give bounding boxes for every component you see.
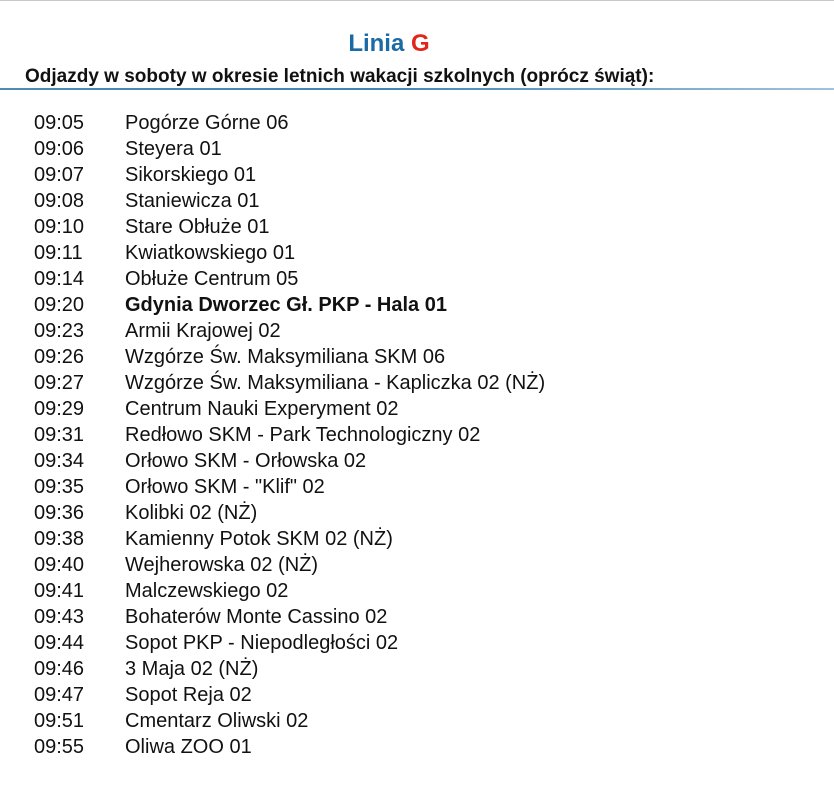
departure-time: 09:11	[34, 242, 83, 264]
stop-name: Staniewicza 01	[125, 190, 260, 212]
departure-time: 09:41	[34, 580, 85, 602]
departure-row	[0, 422, 834, 448]
stop-name: Obłuże Centrum 05	[125, 268, 299, 290]
departure-time: 09:27	[34, 372, 85, 394]
stop-name: Sopot PKP - Niepodległości 02	[125, 632, 399, 654]
departure-row	[0, 604, 834, 630]
departure-row	[0, 474, 834, 500]
stop-name: Kamienny Potok SKM 02 (NŻ)	[125, 528, 393, 550]
departure-time: 09:44	[34, 632, 85, 654]
departure-row	[0, 266, 834, 292]
stop-name: Sikorskiego 01	[125, 164, 257, 186]
departure-time: 09:40	[34, 554, 85, 576]
stop-name: Stare Obłuże 01	[125, 216, 270, 238]
stop-name: Armii Krajowej 02	[125, 320, 281, 342]
departure-row	[0, 682, 834, 708]
page-title	[0, 29, 778, 59]
stop-name: Pogórze Górne 06	[125, 112, 289, 134]
departure-time: 09:10	[34, 216, 85, 238]
departure-time: 09:47	[34, 684, 85, 706]
stop-name: Cmentarz Oliwski 02	[125, 710, 309, 732]
departure-row	[0, 552, 834, 578]
departure-time: 09:36	[34, 502, 85, 524]
departure-row	[0, 162, 834, 188]
departure-row	[0, 448, 834, 474]
departure-row	[0, 734, 834, 760]
stop-name: Centrum Nauki Experyment 02	[125, 398, 399, 420]
departure-time: 09:35	[34, 476, 85, 498]
stop-name: Redłowo SKM - Park Technologiczny 02	[125, 424, 481, 446]
departure-row	[0, 396, 834, 422]
stop-name: Kolibki 02 (NŻ)	[125, 502, 258, 524]
departure-row	[0, 214, 834, 240]
departure-time: 09:26	[34, 346, 85, 368]
departure-row	[0, 318, 834, 344]
stop-name: Malczewskiego 02	[125, 580, 289, 602]
departure-row	[0, 656, 834, 682]
departure-row	[0, 136, 834, 162]
departure-row	[0, 630, 834, 656]
schedule-subtitle: Odjazdy w soboty w okresie letnich wakacji szkolnych (oprócz świąt):	[25, 66, 655, 87]
departure-time: 09:23	[34, 320, 85, 342]
stop-name: 3 Maja 02 (NŻ)	[125, 658, 259, 680]
departure-time: 09:46	[34, 658, 85, 680]
departure-time: 09:31	[34, 424, 85, 446]
title-word: Linia	[348, 30, 405, 57]
stop-name: Gdynia Dworzec Gł. PKP - Hala 01	[125, 294, 447, 316]
departure-row	[0, 370, 834, 396]
departure-row	[0, 188, 834, 214]
stop-name: Steyera 01	[125, 138, 222, 160]
departure-row	[0, 240, 834, 266]
departure-time: 09:08	[34, 190, 85, 212]
stop-name: Bohaterów Monte Cassino 02	[125, 606, 388, 628]
departure-time: 09:05	[34, 112, 85, 134]
header-divider	[0, 88, 834, 90]
departure-row	[0, 292, 834, 318]
stop-name: Orłowo SKM - "Klif" 02	[125, 476, 325, 498]
departure-time: 09:51	[34, 710, 85, 732]
departure-row	[0, 526, 834, 552]
departure-row	[0, 500, 834, 526]
departure-row	[0, 110, 834, 136]
departure-time: 09:29	[34, 398, 85, 420]
departure-list	[0, 110, 834, 760]
stop-name: Oliwa ZOO 01	[125, 736, 252, 758]
line-code: G	[411, 30, 430, 57]
departure-time: 09:38	[34, 528, 85, 550]
departure-time: 09:34	[34, 450, 85, 472]
departure-time: 09:06	[34, 138, 85, 160]
stop-name: Orłowo SKM - Orłowska 02	[125, 450, 367, 472]
stop-name: Sopot Reja 02	[125, 684, 252, 706]
departure-time: 09:20	[34, 294, 85, 316]
departure-time: 09:55	[34, 736, 85, 758]
stop-name: Kwiatkowskiego 01	[125, 242, 296, 264]
departure-row	[0, 344, 834, 370]
departure-time: 09:43	[34, 606, 85, 628]
stop-name: Wejherowska 02 (NŻ)	[125, 554, 319, 576]
departure-row	[0, 708, 834, 734]
departure-time: 09:07	[34, 164, 85, 186]
stop-name: Wzgórze Św. Maksymiliana - Kapliczka 02 (NŻ)	[125, 372, 546, 394]
stop-name: Wzgórze Św. Maksymiliana SKM 06	[125, 346, 446, 368]
departure-time: 09:14	[34, 268, 85, 290]
departure-row	[0, 578, 834, 604]
top-divider	[0, 0, 834, 1]
